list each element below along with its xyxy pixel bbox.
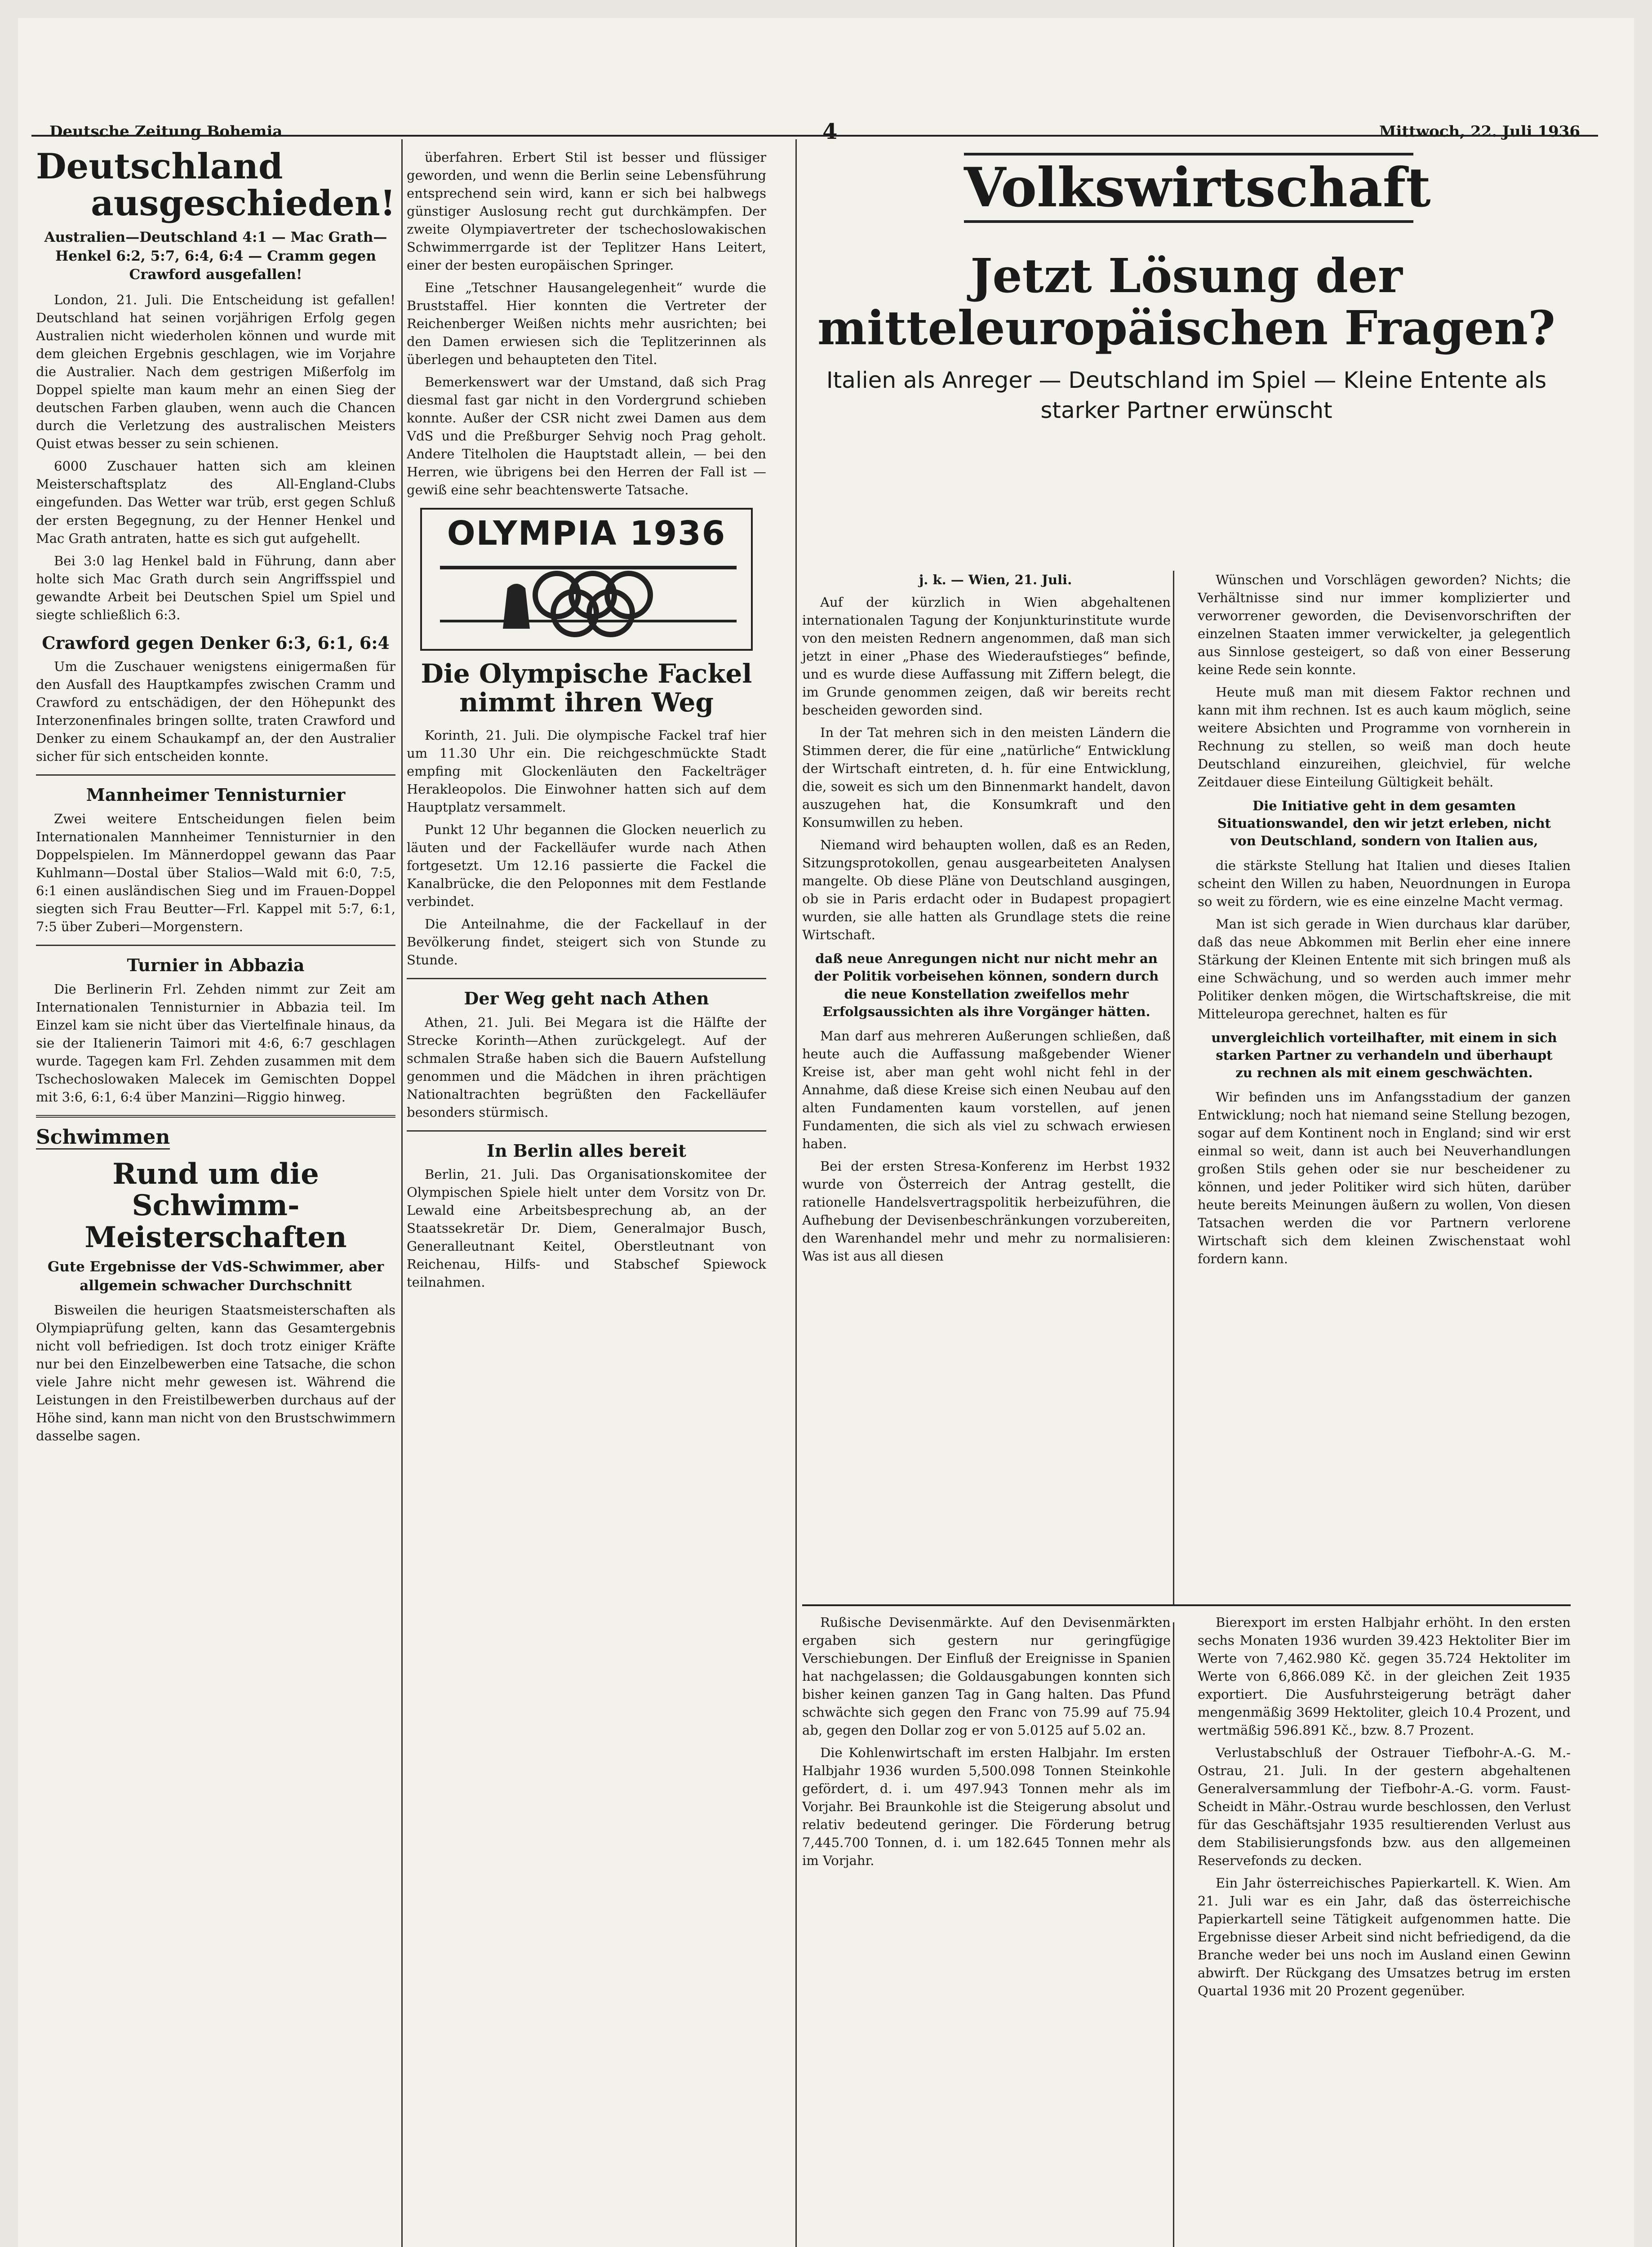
article-column xyxy=(1198,571,1571,1272)
divider xyxy=(407,978,766,979)
olympia-title: OLYMPIA 1936 xyxy=(447,514,726,553)
emphasis-paragraph: Die Initiative geht in dem gesamten Situationswandel, den wir jetzt erleben, nicht von Deutschland, sondern von Italien aus, xyxy=(1217,798,1551,849)
headline: Die Olympische Fackel nimmt ihren Weg xyxy=(421,658,752,718)
section-heading: In Berlin alles bereit xyxy=(487,1140,686,1161)
paragraph: London, 21. Juli. Die Entscheidung ist gefallen! Deutschland hat seinen vorjährigen Erfolg gegen Australien nicht wiederholen können und wurde mit dem gleichen Ergebnis geschlagen, wie im Vorjahre die Australier. Nach dem gestrigen Mißerfolg im Doppel spielte man kaum mehr an einen Sieg der deutschen Farben glauben, wenn auch die Chancen durch die Verletzung des australischen Meisters Quist etwas besser zu sein schienen. xyxy=(36,292,395,452)
paragraph: überfahren. Erbert Stil ist besser und flüssiger geworden, und wenn die Berlin seine Lebensführung entsprechend sein wird, kann er sich bei halbwegs günstiger Auslosung recht gut durchkämpfen. Der zweite Olympiavertreter der tschechoslowakischen Schwimmerrgarde ist der Teplitzer Hans Leitert, einer der besten europäischen Springer. xyxy=(407,150,766,273)
paragraph: Bisweilen die heurigen Staatsmeisterschaften als Olympiaprüfung gelten, kann das Gesamtergebnis nicht voll befriedigen. Ist doch trotz einiger Kräfte nur bei den Einzelbewerben eine Tatsache, die schon viele Jahre nicht mehr gewesen ist. Während die Leistungen in den Freistilbewerben durchaus auf der Höhe sind, kann man nicht von den Brustschwimmern dasselbe sagen. xyxy=(36,1302,395,1444)
paragraph: Die Kohlenwirtschaft im ersten Halbjahr. Im ersten Halbjahr 1936 wurden 5,500.098 Tonnen Steinkohle gefördert, d. i. um 497.943 Tonnen mehr als im Vorjahr. Bei Braunkohle ist die Steigerung absolut und relativ bedeutend geringer. Die Förderung betrug 7,445.700 Tonnen, d. i. um 182.645 Tonnen mehr als im Vorjahr. xyxy=(802,1745,1171,1869)
paragraph: Berlin, 21. Juli. Das Organisationskomitee der Olympischen Spiele hielt unter dem Vorsitz von Dr. Lewald eine Arbeitsbesprechung ab, an der Staatssekretär Dr. Diem, Generalmajor Busch, Generalleutnant Keitel, Oberstleutnant von Reichenau, Hilfs- und Stabschef Spiewock teilnahmen. xyxy=(407,1167,766,1290)
column-rule xyxy=(401,139,403,2247)
divider xyxy=(36,1115,395,1118)
emphasis-paragraph: unvergleichlich vorteilhafter, mit einem in sich starken Partner zu verhandeln und überhaupt zu rechnen als mit einem geschwächten. xyxy=(1211,1030,1557,1081)
brief-column xyxy=(1198,1613,1571,2004)
column-rule xyxy=(795,139,797,2247)
paragraph: Bei 3:0 lag Henkel bald in Führung, dann aber holte sich Mac Grath durch sein Angriffsspiel und gewandte Arbeit bei Deutschen Spiel um Spiel und siegte schließlich 6:3. xyxy=(36,553,395,622)
article-column xyxy=(802,571,1171,1270)
subheadline: Italien als Anreger — Deutschland im Spiel — Kleine Entente als starker Partner erwünscht xyxy=(826,367,1547,424)
section-heading: Crawford gegen Denker 6:3, 6:1, 6:4 xyxy=(42,632,390,653)
paragraph: Die Berlinerin Frl. Zehden nimmt zur Zeit am Internationalen Tennisturnier in Abbazia teil. Im Einzel kam sie nicht über das Viertelfinale hinaus, da sie der Italienerin Taimori mit 4:6, 6:7 geschlagen wurde. Tagegen kam Frl. Zehden zusammen mit dem Tschechoslowaken Malecek im Gemischten Doppel mit 3:6, 6:1, 6:4 über Manzini—Riggio hinweg. xyxy=(36,981,395,1105)
section-heading: Mannheimer Tennisturnier xyxy=(86,785,346,805)
olympic-rings-icon xyxy=(440,557,737,642)
paragraph: Rußische Devisenmärkte. Auf den Devisenmärkten ergaben sich gestern nur geringfügige Verschiebungen. Der Einfluß der Ereignisse in Spanien hat nachgelassen; die Goldausgabungen konnten sich bisher keinen ganzen Tag in Gang halten. Das Pfund schwächte sich gegen den Franc von 75.99 auf 75.94 ab, gegen den Dollar zog er von 5.0125 auf 5.02 an. xyxy=(802,1615,1171,1738)
dateline: j. k. — Wien, 21. Juli. xyxy=(919,572,1072,587)
headline: Rund um die Schwimm-Meisterschaften xyxy=(84,1157,347,1254)
paragraph: Bemerkenswert war der Umstand, daß sich Prag diesmal fast gar nicht in den Vordergrund schieben konnte. Außer der CSR nicht zwei Damen aus dem VdS und die Preßburger Sehvig noch Prag geholt. Andere Titelholen die Hauptstadt allein, — bei den Herren, wie übrigens bei den Herren der Fall ist — gewiß eine sehr beachtenswerte Tatsache. xyxy=(407,374,766,498)
paragraph: Um die Zuschauer wenigstens einigermaßen für den Ausfall des Hauptkampfes zwischen Cramm und Crawford zu entschädigen, der den Höhepunkt des Interzonenfinales bringen sollte, traten Crawford und Denker zu einem Schaukampf an, der den Australier sicher für sich entscheiden konnte. xyxy=(36,659,395,764)
article-body xyxy=(36,291,395,623)
paragraph: die stärkste Stellung hat Italien und dieses Italien scheint den Willen zu haben, Neuordnungen in Europa so weit zu fördern, wie es eine einzelne Macht vermag. xyxy=(1198,857,1571,909)
paragraph: Man darf aus mehreren Außerungen schließen, daß heute auch die Auffassung maßgebender Wiener Kreise ist, aber man geht wohl nicht fehl in der Annahme, daß diese Kreise sich einen Neubau auf den alten Fundamenten kaum vorstellen, auf jenen Fundamenten, die sich als viel zu schwach erwiesen haben. xyxy=(802,1028,1171,1151)
paragraph: Wünschen und Vorschlägen geworden? Nichts; die Verhältnisse sind nur immer komplizierter und verworrener geworden, die Devisenvorschriften der einzelnen Staaten immer verwickelter, ja gelegentlich aus Sinnlose gesteigert, so daß von einer Besserung keine Rede sein konnte. xyxy=(1198,572,1571,678)
paragraph: Niemand wird behaupten wollen, daß es an Reden, Sitzungsprotokollen, genau ausgearbeiteten Analysen mangelte. Ob diese Pläne von Deutschland ausgingen, ob sie in Paris erdacht oder in Budapest propagiert wurden, sie alle hatten als Grundlage stets die reine Wirtschaft. xyxy=(802,837,1171,943)
divider xyxy=(802,1604,1571,1606)
section-heading: Schwimmen xyxy=(36,1127,170,1150)
paragraph: Die Anteilnahme, die der Fackellauf in der Bevölkerung findet, steigert sich von Stunde zu Stunde. xyxy=(407,916,766,968)
column-sports-tennis xyxy=(36,148,395,2247)
paragraph: In der Tat mehren sich in den meisten Ländern die Stimmen derer, die für eine „natürliche“ Entwicklung der Wirtschaft eintreten, d. h. für eine Entwicklung, die, soweit es sich um den Binnenmarkt handelt, davon auszugehen hat, die Konsumkraft und den Konsumwillen zu heben. xyxy=(802,725,1171,830)
masthead-date: Mittwoch, 22. Juli 1936 xyxy=(1379,123,1580,141)
paragraph: Korinth, 21. Juli. Die olympische Fackel traf hier um 11.30 Uhr ein. Die reichgeschmückte Stadt empfing mit Glockenläuten den Fackelträger Herakleopolos. Die Einwohner hatten sich auf dem Hauptplatz versammelt. xyxy=(407,727,766,815)
divider xyxy=(36,945,395,946)
paragraph: Bei der ersten Stresa-Konferenz im Herbst 1932 wurde von Österreich der Antrag gestellt, die rationelle Handelsvertragspolitik herbeizuführen, die Aufhebung der Devisenbeschränkungen vorzubereiten, den Warenhandel mehr und mehr zu normalisieren: Was ist aus all diesen xyxy=(802,1158,1171,1264)
section-heading: Der Weg geht nach Athen xyxy=(464,988,709,1009)
column-sports-olympia xyxy=(407,148,766,2247)
headline: ausgeschieden! xyxy=(91,182,395,224)
paragraph: Athen, 21. Juli. Bei Megara ist die Hälfte der Strecke Korinth—Athen zurückgelegt. Auf der schmalen Straße haben sich die Bauern Aufstellung genommen und die Mädchen in ihren prächtigen Nationaltrachten begrüßten den Fackelläufer besonders stürmisch. xyxy=(407,1014,766,1120)
masthead-rule xyxy=(31,135,1598,137)
headline: Jetzt Lösung der mitteleuropäischen Fragen? xyxy=(817,248,1555,356)
masthead xyxy=(49,115,1580,146)
paragraph: Heute muß man mit diesem Faktor rechnen und kann mit ihm rechnen. Ist es auch kaum möglich, seine weitere Absichten und Programme von vornherein in Rechnung zu stellen, so weiß man doch heute Deutschland einzureihen, gleichviel, für welche Zeitdauer diese Einteilung Gültigkeit behält. xyxy=(1198,684,1571,790)
paragraph: Bierexport im ersten Halbjahr erhöht. In den ersten sechs Monaten 1936 wurden 39.423 Hektoliter Bier im Werte von 7,462.980 Kč. gegen 35.724 Hektoliter im Werte von 6,866.089 Kč. in der gleichen Zeit 1935 exportiert. Die Ausfuhrsteigerung beträgt daher mengenmäßig 3699 Hektoliter, gleich 10.4 Prozent, und wertmäßig 596.891 Kč., bzw. 8.7 Prozent. xyxy=(1198,1615,1571,1738)
column-rule xyxy=(1173,571,1174,1604)
paragraph: Verlustabschluß der Ostrauer Tiefbohr-A.-G. M.-Ostrau, 21. Juli. In der gestern abgehaltenen Generalversammlung der Tiefbohr-A.-G. vorm. Faust-Scheidt in Mähr.-Ostrau wurde beschlossen, den Verlust für das Geschäftsjahr 1935 resultierenden Verlust aus dem Stabilisierungsfonds bzw. aus den allgemeinen Reservefonds zu decken. xyxy=(1198,1745,1571,1869)
masthead-paper-name: Deutsche Zeitung Bohemia xyxy=(49,123,283,141)
headline: Deutschland xyxy=(36,148,283,187)
emphasis-paragraph: daß neue Anregungen nicht nur nicht mehr an der Politik vorbeisehen können, sondern durch die neue Konstellation zweifellos mehr Erfolgsaussichten als ihre Vorgänger hätten. xyxy=(814,951,1159,1019)
paragraph: 6000 Zuschauer hatten sich am kleinen Meisterschaftsplatz des All-England-Clubs eingefunden. Das Wetter war trüb, erst gegen Schluß der ersten Begegnung, zu der Henner Henkel und Mac Grath antraten, hatte es sich gut aufgehellt. xyxy=(36,458,395,546)
subheadline: Gute Ergebnisse der VdS-Schwimmer, aber allgemein schwacher Durchschnitt xyxy=(47,1259,384,1294)
subheadline: Australien—Deutschland 4:1 — Mac Grath—Henkel 6:2, 5:7, 6:4, 6:4 — Cramm gegen Crawford ausgefallen! xyxy=(44,229,387,283)
divider xyxy=(36,774,395,776)
section-title: Volkswirtschaft xyxy=(964,153,1413,223)
paragraph: Ein Jahr österreichisches Papierkartell. K. Wien. Am 21. Juli war es ein Jahr, daß das österreichische Papierkartell seine Tätigkeit aufgenommen hatte. Die Ergebnisse dieser Arbeit sind nicht befriedigend, da die Branche weder bei uns noch im Ausland einen Gewinn abwirft. Der Rückgang des Umsatzes betrug im ersten Quartal 1936 mit 20 Prozent gegenüber. xyxy=(1198,1875,1571,1999)
economics-header xyxy=(802,144,1571,426)
paragraph: Punkt 12 Uhr begannen die Glocken neuerlich zu läuten und der Fackelläufer wurde nach Athen fortgesetzt. Um 12.16 passierte die Fackel die Kanalbrücke, die den Peloponnes mit dem Festlande verbindet. xyxy=(407,822,766,910)
page-number: 4 xyxy=(822,119,838,144)
brief-column xyxy=(802,1613,1171,1874)
section-heading: Turnier in Abbazia xyxy=(127,955,305,975)
paragraph: Man ist sich gerade in Wien durchaus klar darüber, daß das neue Abkommen mit Berlin eher eine innere Stärkung der Kleinen Entente mit sich bringen muß als eine Schwächung, und so werden auch immer mehr Politiker denken mögen, die Wirtschaftskreise, die mit Mitteleuropa gerechnet, halten es für xyxy=(1198,916,1571,1021)
paragraph: Eine „Tetschner Hausangelegenheit“ wurde die Bruststaffel. Hier konnten die Vertreter der Reichenberger Weißen nichts mehr ausrichten; bei den Damen erwiesen sich die Teplitzerinnen als überlegen und behaupteten den Titel. xyxy=(407,280,766,368)
column-rule xyxy=(1173,1622,1174,2247)
paragraph: Zwei weitere Entscheidungen fielen beim Internationalen Mannheimer Tennisturnier in den Doppelspielen. Im Männerdoppel gewann das Paar Kuhlmann—Dostal über Stalios—Wald mit 6:0, 7:5, 6:1 einen ausländischen Sieg und im Frauen-Doppel siegten sich Frau Beutter—Frl. Kappel mit 5:7, 6:1, 7:5 über Zuberi—Morgenstern. xyxy=(36,811,395,934)
olympia-banner xyxy=(420,508,753,651)
divider xyxy=(407,1130,766,1132)
paragraph: Auf der kürzlich in Wien abgehaltenen internationalen Tagung der Konjunkturinstitute wurde von den meisten Rednern angenommen, daß man sich jetzt in einer „Phase des Wiederaufstieges“ befinde, und es wurde diese Auffassung mit Ziffern belegt, die im Grunde genommen zeigen, daß wir bereits recht bescheiden geworden sind. xyxy=(802,595,1171,718)
paragraph: Wir befinden uns im Anfangsstadium der ganzen Entwicklung; noch hat niemand seine Stellung bezogen, sogar auf dem Kontinent noch in England; sind wir erst einmal so weit, dann ist auch bei Neuverhandlungen großen Stils gehen oder sie nur bescheidener zu können, und jeder Politiker wird sich hüten, darüber heute bereits Meinungen äußern zu wollen, Von diesen Tatsachen werden die vor Partnern verlorene Wirtschaft sich dem kleinen Zwischenstaat wohl fordern kann. xyxy=(1198,1089,1571,1267)
